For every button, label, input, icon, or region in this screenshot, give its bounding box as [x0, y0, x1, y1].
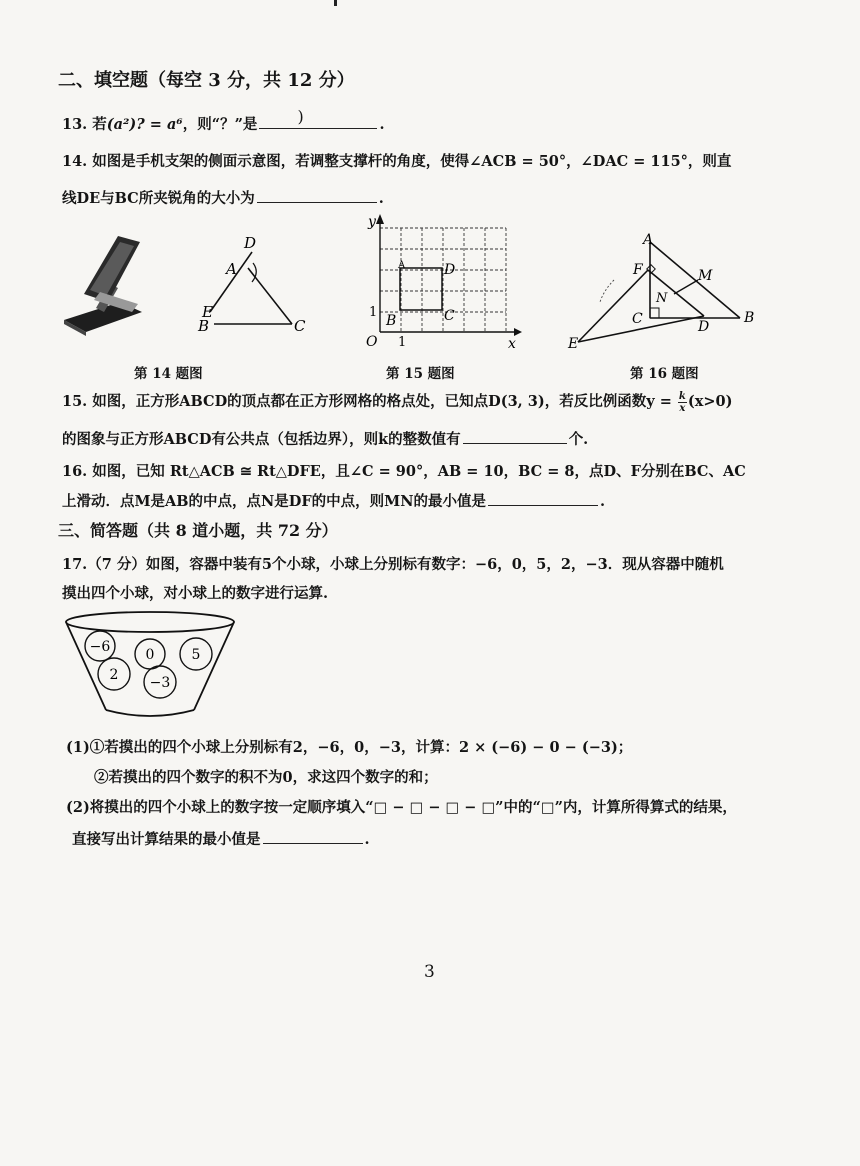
q15-line-1-text: 15. 如图，正方形ABCD的顶点都在正方形网格的格点处，已知点D(3, 3)，若反比例函数y = [62, 393, 672, 410]
fig16-label-e: E [568, 336, 579, 350]
fig15-y-arrow [376, 214, 384, 224]
fig15-square-abcd [400, 268, 442, 310]
container-top-rim [66, 612, 234, 632]
fig16-label-f: F [633, 262, 643, 278]
figure-16-caption: 第 16 题图 [630, 366, 699, 382]
q17-answer-blank[interactable] [263, 828, 363, 844]
q14-answer-blank[interactable] [257, 187, 377, 203]
question-17-sub-2-2 [72, 828, 370, 849]
ball-label-4: 2 [109, 667, 119, 683]
fig16-line-ab [650, 242, 740, 318]
question-17-line-2: 摸出四个小球，对小球上的数字进行运算. [62, 585, 329, 602]
q13-handwritten-mark: ) [297, 107, 304, 126]
fig16-label-a: A [643, 232, 654, 248]
fig14-label-b: B [198, 317, 210, 335]
container-right-side [191, 622, 234, 710]
phone-stand-image [60, 232, 156, 338]
fig15-label-b: B [386, 313, 397, 329]
question-16-line-2 [62, 490, 605, 511]
q16-answer-blank[interactable] [488, 490, 598, 506]
question-17-sub-2-1: (2)将摸出的四个小球上的数字按一定顺序填入“□ − □ − □ − □”中的“□”内，计算所得算式的结果， [66, 799, 737, 816]
q15-line-2-text: 的图象与正方形ABCD有公共点（包括边界），则k的整数值有 [62, 431, 461, 448]
q13-number: 13. 若 [62, 116, 107, 133]
fig14-angle-arc [252, 263, 256, 282]
q15-frac-denominator: x [679, 402, 686, 414]
q13-tail: ，则“？”是 [182, 116, 258, 133]
figure-15-caption: 第 15 题图 [386, 366, 455, 382]
q17-sub-2-2-text: 直接写出计算结果的最小值是 [72, 831, 261, 848]
q15-domain: (x>0) [687, 393, 733, 410]
fig15-label-d: D [444, 262, 456, 278]
figure-14-diagram [192, 232, 312, 336]
fig16-label-b: B [744, 310, 755, 326]
page-number: 3 [424, 962, 435, 982]
fig14-label-d: D [244, 234, 257, 252]
fig15-label-a: A [398, 260, 406, 271]
fig15-label-x: x [508, 336, 516, 352]
question-15-line-2 [62, 428, 588, 449]
fig16-label-m: M [698, 268, 713, 284]
figure-14-caption: 第 14 题图 [134, 366, 203, 382]
q14-line-2-text: 线DE与BC所夹锐角的大小为 [62, 190, 255, 207]
q17-end: . [364, 831, 370, 848]
fig14-label-a: A [226, 260, 237, 278]
question-16-line-1: 16. 如图，已知 Rt△ACB ≅ Rt△DFE，且∠C = 90°，AB = 10，BC = 8，点D、F分别在BC、AC [62, 463, 746, 480]
figure-16-diagram [564, 230, 764, 350]
fig15-label-1-y: 1 [369, 305, 378, 320]
question-14-line-1: 14. 如图是手机支架的侧面示意图，若调整支撑杆的角度，使得∠ACB = 50°，∠DAC = 115°，则直 [62, 153, 732, 170]
ball-label-3: 5 [191, 647, 201, 663]
ball-label-2: 0 [145, 647, 155, 663]
question-17-line-1: 17.（7 分）如图，容器中装有5个小球，小球上分别标有数字：−6，0，5，2，−3．现从容器中随机 [62, 556, 724, 573]
q15-fraction [678, 391, 687, 414]
section-3-title: 三、简答题（共 8 道小题，共 72 分） [58, 521, 338, 540]
q15-answer-blank[interactable] [463, 428, 567, 444]
question-15-line-1 [62, 390, 732, 414]
fig15-grid-lines [380, 228, 506, 332]
fig16-pencil-mark [600, 280, 614, 302]
q15-frac-numerator: k [678, 390, 686, 402]
figure-15-grid [344, 212, 524, 352]
fig14-label-e: E [202, 303, 213, 321]
fig15-label-c: C [444, 308, 455, 324]
fig14-label-c: C [294, 317, 306, 335]
fig16-label-c: C [632, 311, 643, 327]
question-17-sub-1-1: (1)①若摸出的四个小球上分别标有2，−6，0，−3，计算：2 × (−6) − 0 − (−3)； [66, 739, 633, 756]
fig16-line-mn [674, 280, 698, 294]
fig15-label-y: y [368, 214, 376, 230]
q13-expression: (a²)? = a⁶ [106, 116, 183, 133]
fig15-label-o: O [366, 334, 378, 350]
scan-mark [334, 0, 337, 6]
section-2-title: 二、填空题（每空 3 分，共 12 分） [58, 70, 355, 91]
ball-label-1: −6 [89, 639, 111, 655]
fig15-x-arrow [514, 328, 522, 336]
question-13 [62, 107, 385, 134]
fig16-label-d: D [698, 319, 710, 335]
fig16-label-n: N [656, 291, 668, 306]
question-17-sub-1-2: ②若摸出的四个数字的积不为0，求这四个数字的和； [94, 769, 438, 786]
q14-end: . [378, 190, 384, 207]
question-14-line-2 [62, 187, 384, 208]
q13-end: . [379, 116, 385, 133]
fig16-right-angle-c [650, 308, 659, 318]
q16-line-2-text: 上滑动．点M是AB的中点，点N是DF的中点，则MN的最小值是 [62, 493, 486, 510]
fig15-label-1-x: 1 [398, 335, 407, 350]
container-bottom [106, 710, 194, 716]
ball-label-5: −3 [149, 675, 171, 691]
fig14-line-ac [248, 268, 292, 324]
q13-answer-blank[interactable] [259, 107, 377, 129]
q16-end: . [599, 493, 606, 510]
ball-container-figure [62, 610, 238, 724]
q15-end: 个. [568, 431, 589, 448]
